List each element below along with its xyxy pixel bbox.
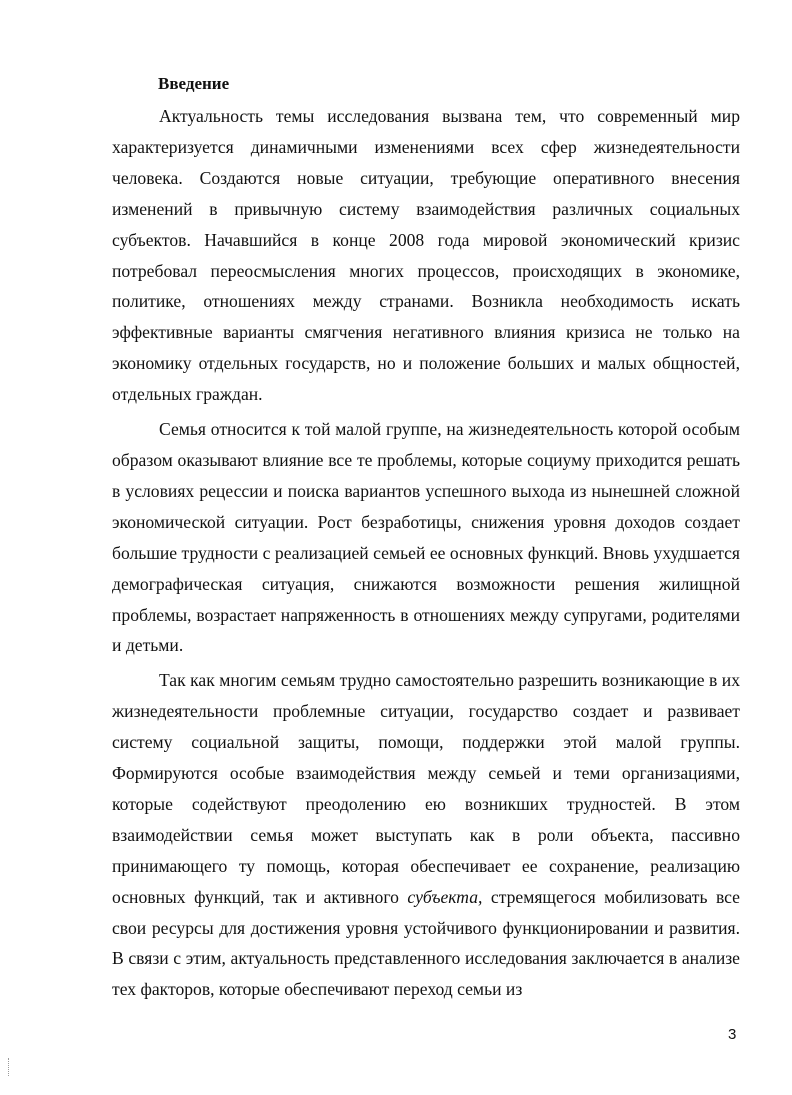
paragraph-family: Семья относится к той малой группе, на жизнедеятельность которой особым образом оказывают влияние все те проблемы, которые социуму приходится решать в условиях рецессии и поиска вариантов успешного выхода из нынешней сложной экономической ситуации. Рост безработицы, снижения уровня доходов создает большие трудности с реализацией семьей ее основных функций. Вновь ухудшается демографическая ситуация, снижаются возможности решения жилищной проблемы, возрастает напряженность в отношениях между супругами, родителями и детьми. <box>112 419 740 656</box>
body-text <box>112 101 740 1005</box>
page-number: 3 <box>728 1026 737 1043</box>
paragraph-text-before: Так как многим семьям трудно самостоятельно разрешить возникающие в их жизнедеятельности проблемные ситуации, государство создает и развивает систему социальной защиты, помощи, поддержки этой малой группы. Формируются особые взаимодействия между семьей и теми организациями, которые содействуют преодолению ею возникших трудностей. В этом взаимодействии семья может выступать как в роли объекта, пассивно принимающего ту помощь, которая обеспечивает ее сохранение, реализацию основных функций, так и активного <box>112 670 740 907</box>
section-heading: Введение <box>158 74 230 93</box>
emphasized-term: субъекта, <box>407 886 483 907</box>
scan-artifact <box>8 1058 10 1076</box>
paragraph-text-after: стремящегося мобилизовать все свои ресурсы для достижения уровня устойчивого функционировании и развития. В связи с этим, актуальность представленного исследования заключается в анализе тех факторов, которые обеспечивают переход семьи из <box>112 886 740 1000</box>
paragraph-state-support <box>112 665 740 1005</box>
paragraph-relevance: Актуальность темы исследования вызвана тем, что современный мир характеризуется динамичными изменениями всех сфер жизнедеятельности человека. Создаются новые ситуации, требующие оперативного внесения изменений в привычную систему взаимодействия различных социальных субъектов. Начавшийся в конце 2008 года мировой экономический кризис потребовал переосмысления многих процессов, происходящих в экономике, политике, отношениях между странами. Возникла необходимость искать эффективные варианты смягчения негативного влияния кризиса не только на экономику отдельных государств, но и положение больших и малых общностей, отдельных граждан. <box>112 106 740 405</box>
